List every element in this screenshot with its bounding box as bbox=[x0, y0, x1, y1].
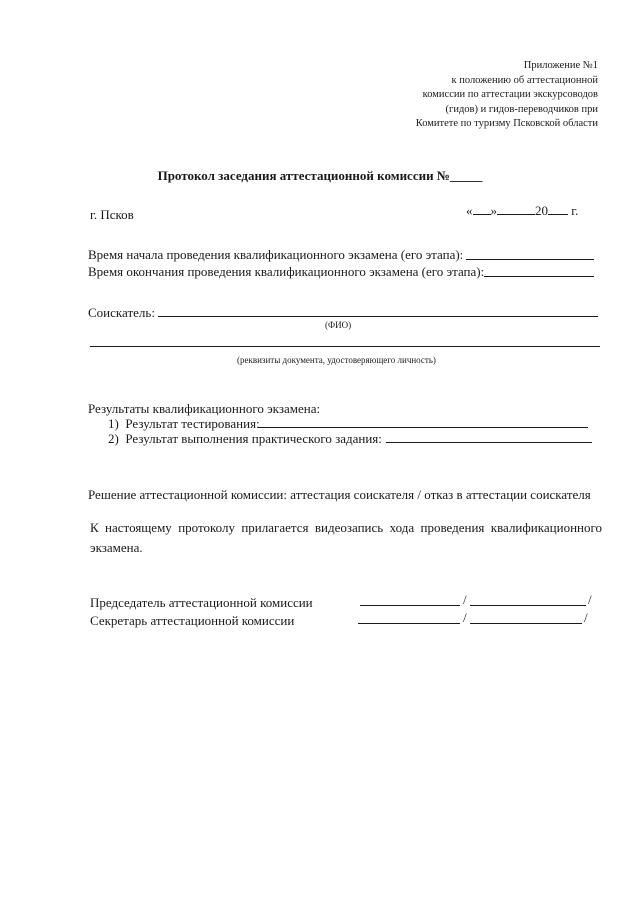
results-heading: Результаты квалификационного экзамена: bbox=[88, 401, 321, 416]
chairman-name-blank[interactable] bbox=[470, 605, 586, 606]
attachment-note: К настоящему протоколу прилагается видеозапись хода проведения квалификационного экзамена. bbox=[90, 520, 602, 555]
date-year-prefix: 20 bbox=[535, 203, 548, 218]
date-field bbox=[466, 202, 578, 219]
date-close-quote: » bbox=[490, 203, 497, 218]
annex-line-2: к положению об аттестационной bbox=[451, 74, 598, 86]
document-caption: (реквизиты документа, удостоверяющего личность) bbox=[237, 355, 436, 365]
annex-line-4: (гидов) и гидов-переводчиков при bbox=[445, 103, 598, 115]
result-item-2-label: Результат выполнения практического задания: bbox=[125, 431, 382, 446]
chairman-slash-2: / bbox=[588, 592, 592, 607]
date-year-blank[interactable] bbox=[548, 202, 568, 215]
date-month-blank[interactable] bbox=[497, 202, 535, 215]
applicant-label: Соискатель: bbox=[88, 305, 155, 320]
exam-start-label: Время начала проведения квалификационного экзамена (его этапа): bbox=[88, 247, 464, 262]
result-item-2-number: 2) bbox=[108, 431, 119, 446]
exam-end-blank[interactable] bbox=[484, 276, 594, 277]
date-open-quote: « bbox=[466, 203, 473, 218]
annex-block bbox=[416, 59, 598, 132]
practical-result-blank[interactable] bbox=[386, 442, 592, 443]
result-item-1-number: 1) bbox=[108, 416, 119, 431]
secretary-name-blank[interactable] bbox=[470, 623, 582, 624]
chairman-label: Председатель аттестационной комиссии bbox=[90, 595, 313, 610]
protocol-title: Протокол заседания аттестационной комиссии №_____ bbox=[157, 168, 483, 183]
annex-line-1: Приложение №1 bbox=[523, 60, 598, 71]
exam-start-blank[interactable] bbox=[466, 259, 594, 260]
secretary-slash-1: / bbox=[463, 610, 467, 625]
result-item-2 bbox=[108, 431, 382, 447]
result-item-1 bbox=[108, 416, 260, 432]
annex-line-3: комиссии по аттестации экскурсоводов bbox=[422, 89, 598, 100]
city-label: г. Псков bbox=[90, 207, 134, 222]
applicant-document-blank[interactable] bbox=[90, 346, 600, 347]
annex-line-5: Комитете по туризму Псковской области bbox=[415, 118, 598, 129]
commission-decision: Решение аттестационной комиссии: аттестация соискателя / отказ в аттестации соискателя bbox=[88, 487, 591, 502]
applicant-fio-blank[interactable] bbox=[158, 316, 598, 317]
chairman-slash-1: / bbox=[463, 592, 467, 607]
test-result-blank[interactable] bbox=[258, 427, 588, 428]
fio-caption: (ФИО) bbox=[325, 320, 352, 330]
date-year-suffix: г. bbox=[571, 203, 579, 218]
exam-end-label: Время окончания проведения квалификационного экзамена (его этапа): bbox=[88, 264, 485, 279]
date-day-blank[interactable] bbox=[473, 202, 491, 215]
secretary-slash-2: / bbox=[584, 610, 588, 625]
secretary-signature-blank[interactable] bbox=[358, 623, 460, 624]
secretary-label: Секретарь аттестационной комиссии bbox=[90, 613, 295, 628]
chairman-signature-blank[interactable] bbox=[360, 605, 460, 606]
result-item-1-label: Результат тестирования: bbox=[125, 416, 260, 431]
